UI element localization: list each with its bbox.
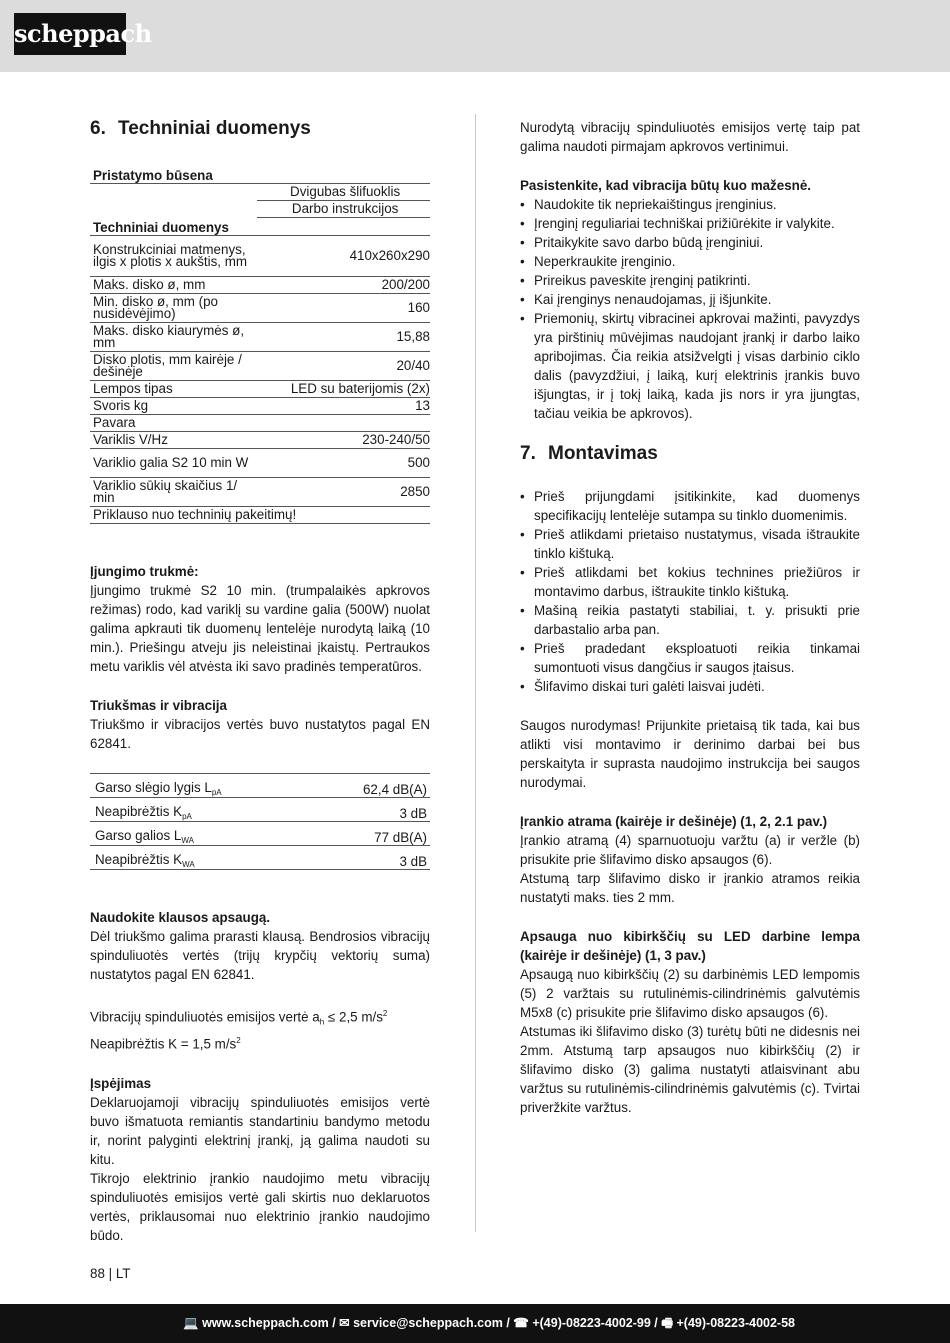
spec-value: 13 [257, 398, 430, 415]
spec-value: 2850 [257, 478, 430, 507]
brand-logo: scheppach [14, 13, 126, 55]
delivery-heading: Pristatymo būsena [90, 166, 430, 184]
rest-text: Atstumą tarp šlifavimo disko ir įrankio atramos reikia nustatyti maks. ties 2 mm. [520, 871, 860, 905]
footer-bar [0, 1304, 950, 1343]
footer-contacts: 💻 www.scheppach.com / ✉ service@scheppach.com / ☎ +(49)-08223-4002-99 / 🖷 +(49)-08223-4002-58 [183, 1316, 795, 1330]
warning-text: Tikrojo elektrinio įrankio naudojimo metu vibracijų spinduliuotės emisijos vertė gali skirtis nuo deklaruotos vertės, priklausomai nuo elektrinio įrankio naudojimo būdo. [90, 1170, 430, 1243]
list-item: • Neperkraukite įrenginio. [520, 252, 860, 271]
spec-label: Konstrukciniai matmenys, ilgis x plotis x aukštis, mm [90, 236, 257, 277]
hearing-text: Dėl triukšmo galima prarasti klausą. Bendrosios vibracijų spinduliuotės vertės (trijų krypčių vektorių suma) nustatytos pagal EN 62841. [90, 929, 430, 982]
noise-value: 3 dB [312, 846, 430, 870]
duty-text: Įjungimo trukmė S2 10 min. (trumpalaikės apkrovos režimas) rodo, kad variklį su vardine galia (500W) nuolat galima apkrauti tik duomenų lentelėje nurodytą laiką (10 min.). Priešingu atveju jis neleistinai įkaistų. Pertraukos metu variklis vėl atvėsta iki savo pradinės temperatūros. [90, 583, 430, 674]
noise-label: Neapibrėžtis $K_{WA}$ [90, 846, 312, 870]
spec-label: Min. disko ø, mm (po nusidėvėjimo) [90, 294, 257, 323]
spec-value: 230-240/50 [257, 432, 430, 449]
section-heading-6: 6. Techniniai duomenys [90, 118, 311, 139]
minimize-list [520, 195, 860, 423]
spec-value: LED su baterijomis (2x) [257, 381, 430, 398]
list-item: • Naudokite tik nepriekaištingus įrenginius. [520, 195, 860, 214]
spec-label: Lempos tipas [90, 381, 257, 398]
delivery-item: Dvigubas šlifuoklis [257, 184, 430, 201]
spec-value [257, 415, 430, 432]
list-item: • Šlifavimo diskai turi galėti laisvai judėti. [520, 677, 860, 696]
spec-value: 500 [257, 449, 430, 478]
spec-label: Variklio galia S2 10 min W [90, 449, 257, 478]
spec-label: Variklio sūkių skaičius 1/ min [90, 478, 257, 507]
warning-heading: Įspėjimas [90, 1075, 152, 1091]
spec-table [90, 166, 430, 524]
spark-text: Atstumas iki šlifavimo disko (3) turėtų būti ne didesnis nei 2mm. Atstumą tarp apsaugos nuo kibirkščių (2) ir šlifavimo disko (3) galima nustatyti atlaisvinant abu varžtus su rutulinėmis-cilindrinėmis galvutėmis (c). Tvirtai priveržkite varžtus. [520, 1024, 860, 1115]
tech-heading: Techniniai duomenys [90, 218, 430, 236]
list-item: • Prireikus paveskite įrenginį patikrinti. [520, 271, 860, 290]
mount-list [520, 487, 860, 696]
warning-text: Deklaruojamoji vibracijų spinduliuotės emisijos vertė buvo išmatuota remiantis standartiniu bandymo metodu ir, norint palyginti elektrinį įrankį, ją galima naudoti su kitu. [90, 1094, 430, 1167]
intro-text: Nurodytą vibracijų spinduliuotės emisijos vertę taip pat galima naudoti pirmajam apkrovos vertinimui. [520, 120, 860, 154]
spark-heading: Apsauga nuo kibirkščių su LED darbine lempa (kairėje ir dešinėje) (1, 3 pav.) [520, 929, 860, 963]
noise-table [90, 773, 430, 870]
noise-value: 3 dB [312, 798, 430, 822]
duty-heading: Įjungimo trukmė: [90, 564, 199, 579]
spec-label: Pavara [90, 415, 257, 432]
noise-label: Neapibrėžtis $K_{pA}$ [90, 798, 312, 822]
noise-label: Garso slėgio lygis $L_{pA}$ [90, 774, 312, 798]
vibration-uncertainty: Neapibrėžtis K = 1,5 $m/s^2$ [90, 1036, 241, 1052]
spec-value: 410x260x290 [257, 236, 430, 277]
noise-value: 62,4 dB(A) [312, 774, 430, 798]
list-item: • Prieš pradedant eksploatuoti reikia tinkamai sumontuoti visus dangčius ir saugos įtaisus. [520, 639, 860, 677]
section-heading-7: 7. Montavimas [520, 443, 658, 464]
spec-label: Maks. disko ø, mm [90, 277, 257, 294]
spec-footnote: Priklauso nuo techninių pakeitimų! [90, 507, 430, 524]
vibration-value: Vibracijų spinduliuotės emisijos vertė $a_h \le 2,5$ $m/s^2$ [90, 1009, 388, 1027]
spec-value: 15,88 [257, 323, 430, 352]
spec-value: 20/40 [257, 352, 430, 381]
list-item: • Įrenginį reguliariai techniškai prižiūrėkite ir valykite. [520, 214, 860, 233]
rest-text: Įrankio atramą (4) sparnuotuoju varžtu (a) ir veržle (b) prisukite prie šlifavimo disko apsaugos (6). [520, 833, 860, 867]
right-column [520, 118, 860, 1117]
page-number: 88 | LT [90, 1266, 131, 1281]
list-item: • Prieš prijungdami įsitikinkite, kad duomenys specifikacijų lentelėje sutampa su tinklo duomenimis. [520, 487, 860, 525]
rest-heading: Įrankio atrama (kairėje ir dešinėje) (1, 2, 2.1 pav.) [520, 814, 828, 829]
noise-heading: Triukšmas ir vibracija [90, 698, 227, 713]
list-item: • Priemonių, skirtų vibracinei apkrovai mažinti, pavyzdys yra pirštinių mūvėjimas naudojant įrankį ir darbo laiko apribojimas. Čia reikia atsižvelgti į visas darbinio ciklo dalis (pavyzdžiui, į laiką, kurį elektrinis įrankis buvo išjungtas, ir į tokį laiką, kada jis nors ir yra įjungtas, tačiau veikia be apkrovos). [520, 309, 860, 423]
spec-value: 200/200 [257, 277, 430, 294]
header-bar [0, 0, 950, 72]
left-column [90, 112, 430, 1245]
safety-text: Saugos nurodymas! Prijunkite prietaisą tik tada, kai bus atlikti visi montavimo ir derinimo darbai bei bus perskaityta ir suprasta naudojimo instrukcija bei saugos nurodymai. [520, 718, 860, 790]
column-divider [475, 114, 476, 1232]
noise-label: Garso galios $L_{WA}$ [90, 822, 312, 846]
spark-text: Apsaugą nuo kibirkščių (2) su darbinėmis LED lempomis (5) 2 varžtais su rutulinėmis-cilindrinėmis galvutėmis M5x8 (c) prisukite prie šlifavimo disko apsaugos (6). [520, 967, 860, 1020]
list-item: • Kai įrenginys nenaudojamas, jį išjunkite. [520, 290, 860, 309]
spec-label: Disko plotis, mm kairėje / dešinėje [90, 352, 257, 381]
spec-label: Variklis V/Hz [90, 432, 257, 449]
spec-label: Maks. disko kiaurymės ø, mm [90, 323, 257, 352]
delivery-item: Darbo instrukcijos [257, 201, 430, 218]
list-item: • Mašiną reikia pastatyti stabiliai, t. y. prisukti prie darbastalio arba pan. [520, 601, 860, 639]
noise-text: Triukšmo ir vibracijos vertės buvo nustatytos pagal EN 62841. [90, 717, 430, 751]
minimize-heading: Pasistenkite, kad vibracija būtų kuo mažesnė. [520, 178, 811, 193]
spec-label: Svoris kg [90, 398, 257, 415]
list-item: • Pritaikykite savo darbo būdą įrenginiui. [520, 233, 860, 252]
list-item: • Prieš atlikdami bet kokius technines priežiūros ir montavimo darbus, ištraukite tinklo kištuką. [520, 563, 860, 601]
noise-value: 77 dB(A) [312, 822, 430, 846]
spec-value: 160 [257, 294, 430, 323]
hearing-heading: Naudokite klausos apsaugą. [90, 910, 271, 925]
list-item: • Prieš atlikdami prietaiso nustatymus, visada ištraukite tinklo kištuką. [520, 525, 860, 563]
